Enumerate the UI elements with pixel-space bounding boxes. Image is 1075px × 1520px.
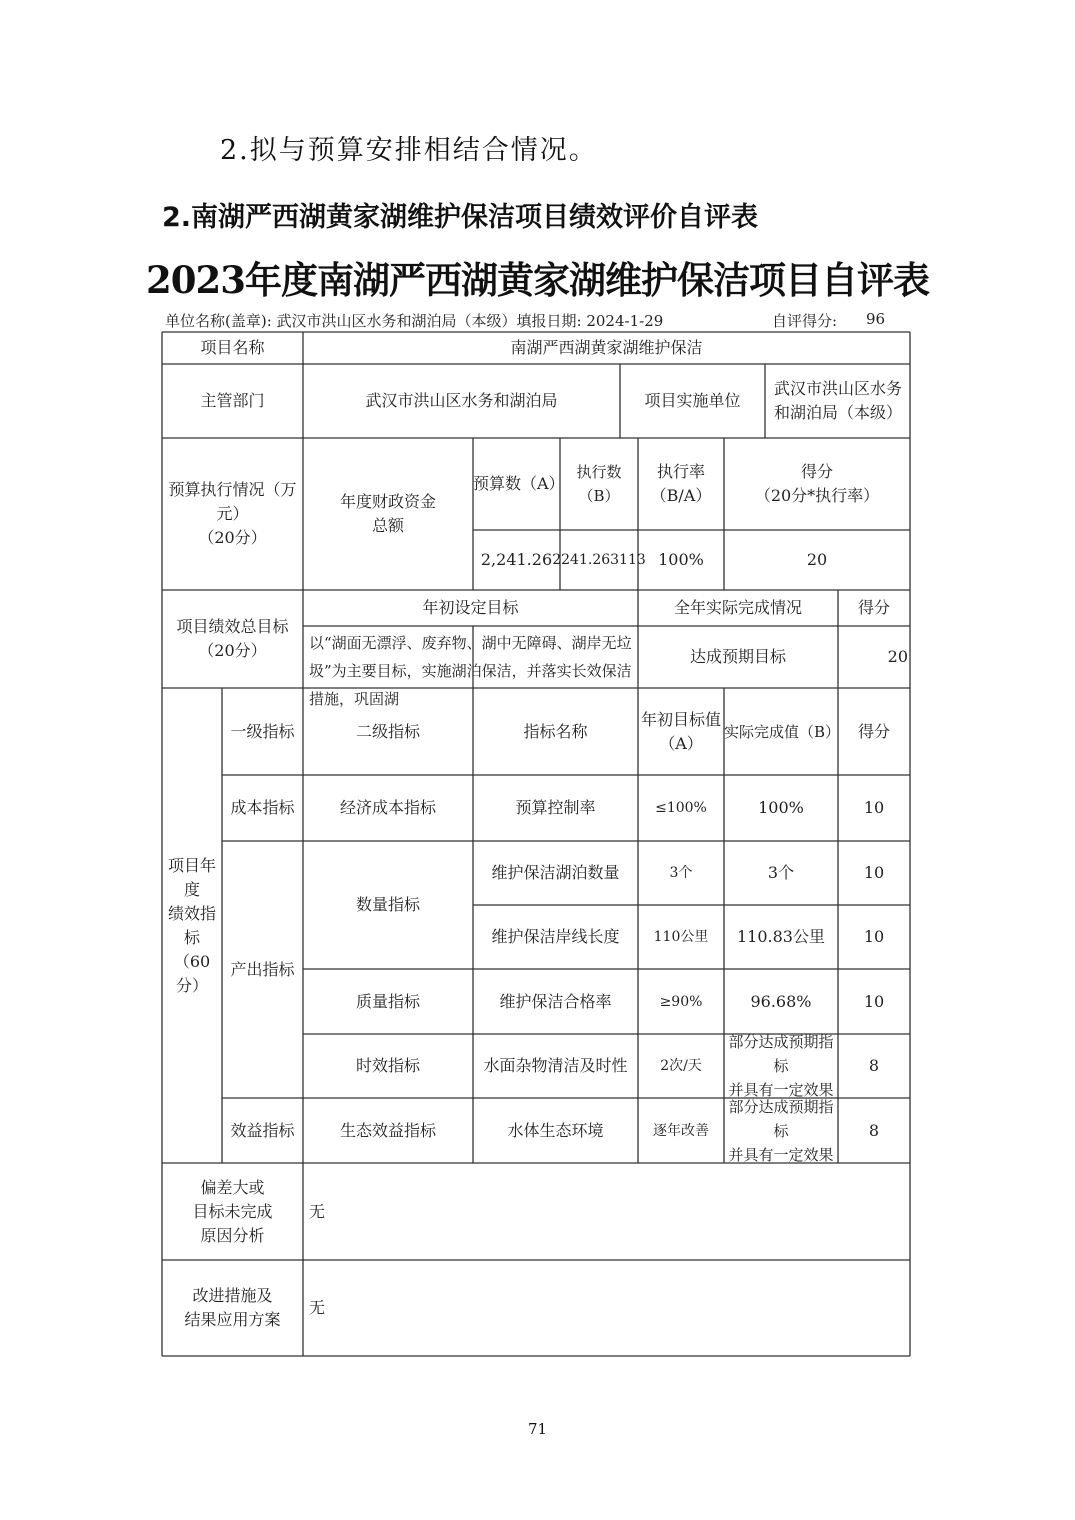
goal-set-text: 以“湖面无漂浮、废弃物、湖中无障碍、湖岸无垃圾”为主要目标，实施湖泊保洁，并落实长效保洁措施，巩固湖 (309, 634, 632, 708)
table-row-actual: 96.68% (750, 991, 812, 1011)
table-row-score: 10 (863, 927, 885, 946)
table-title: 2023年度南湖严西湖黄家湖维护保洁项目自评表 (146, 258, 929, 302)
page-number: 71 (527, 1420, 548, 1438)
table-row-score: 10 (863, 991, 885, 1011)
table-row-score: 10 (863, 863, 885, 882)
score-header: 得分 (857, 721, 890, 741)
table-row-score: 10 (863, 798, 885, 817)
table-row-level2: 生态效益指标 (339, 1120, 436, 1140)
goal-actual-text: 达成预期目标 (689, 647, 786, 666)
level1-cost: 成本指标 (230, 798, 295, 817)
table-row-actual: 部分达成预期指标 并具有一定效果 (728, 1097, 834, 1164)
goal-score-header: 得分 (857, 598, 890, 617)
budget-amount-label: 预算数（A） (473, 474, 565, 493)
indicator-name-header: 指标名称 (523, 721, 588, 741)
unit-info: 单位名称(盖章): 武汉市洪山区水务和湖泊局（本级）填报日期: 2024-1-29 (165, 312, 664, 330)
level1-header: 一级指标 (230, 721, 295, 741)
level1-benefit: 效益指标 (230, 1120, 295, 1140)
dept-value: 武汉市洪山区水务和湖泊局 (365, 391, 558, 410)
table-row-score: 8 (868, 1056, 880, 1075)
table-row-score: 8 (868, 1120, 880, 1140)
budget-amount-value: 2,241.26 (480, 550, 553, 569)
indicator-group-label: 项目年度 绩效指标 （60分） (167, 855, 216, 995)
project-name-value: 南湖严西湖黄家湖维护保洁 (510, 338, 703, 357)
exec-amount-value: 2241.263113 (552, 552, 646, 568)
improve-label: 改进措施及 结果应用方案 (184, 1286, 281, 1329)
deviation-value: 无 (309, 1201, 326, 1221)
fund-total-label: 年度财政资金 总额 (339, 492, 436, 535)
table-row-name: 维护保洁湖泊数量 (491, 863, 620, 882)
goal-actual-header: 全年实际完成情况 (673, 598, 802, 617)
table-row-target: 逐年改善 (653, 1122, 709, 1139)
improve-value: 无 (309, 1298, 326, 1317)
self-score-label: 自评得分: (772, 312, 838, 330)
level1-output: 产出指标 (230, 959, 295, 979)
table-row-actual: 110.83公里 (737, 927, 825, 946)
table-row-target: ≥90% (659, 993, 703, 1010)
table-row-target: 2次/天 (660, 1058, 702, 1074)
table-row-level2: 经济成本指标 (339, 798, 436, 817)
intro-line: 2.拟与预算安排相结合情况。 (220, 135, 598, 166)
budget-label: 预算执行情况（万元） （20分） (168, 480, 297, 547)
table-row-level2: 质量指标 (355, 991, 420, 1011)
exec-amount-label: 执行数（B） (576, 463, 622, 505)
table-row-name: 预算控制率 (515, 798, 596, 817)
table-row-actual: 3个 (767, 863, 795, 882)
table-row-name: 维护保洁合格率 (499, 991, 612, 1011)
actual-header: 实际完成值（B） (724, 722, 841, 741)
impl-unit-label: 项目实施单位 (644, 391, 741, 410)
table-row-actual: 部分达成预期指标 并具有一定效果 (728, 1033, 834, 1099)
table-row-level2: 数量指标 (355, 895, 420, 914)
table-row-target: 110公里 (653, 929, 709, 945)
goal-set-header: 年初设定目标 (422, 598, 519, 617)
dept-label: 主管部门 (200, 391, 265, 410)
table-row-target: 3个 (669, 865, 693, 881)
target-header: 年初目标值 （A） (640, 709, 721, 753)
project-name-label: 项目名称 (200, 338, 265, 357)
budget-score-value: 20 (806, 550, 828, 569)
deviation-label: 偏差大或 目标未完成 原因分析 (192, 1177, 273, 1245)
goal-score-value: 20 (887, 647, 908, 666)
budget-score-label: 得分 （20分*执行率） (754, 462, 880, 505)
goal-label: 项目绩效总目标 （20分） (176, 617, 289, 660)
table-row-name: 维护保洁岸线长度 (491, 927, 620, 946)
table-row-target: ≤100% (655, 800, 707, 816)
self-score-value: 96 (866, 310, 886, 328)
table-row-level2: 时效指标 (355, 1056, 420, 1075)
exec-rate-label: 执行率 （B/A） (650, 462, 712, 505)
impl-unit-value: 武汉市洪山区水务和湖泊局（本级） (773, 379, 902, 422)
table-row-name: 水面杂物清洁及时性 (483, 1056, 628, 1075)
table-row-actual: 100% (758, 798, 804, 817)
section-title: 2.南湖严西湖黄家湖维护保洁项目绩效评价自评表 (162, 202, 759, 233)
exec-rate-value: 100% (658, 550, 704, 569)
level2-header: 二级指标 (355, 721, 420, 741)
table-row-name: 水体生态环境 (507, 1120, 604, 1140)
